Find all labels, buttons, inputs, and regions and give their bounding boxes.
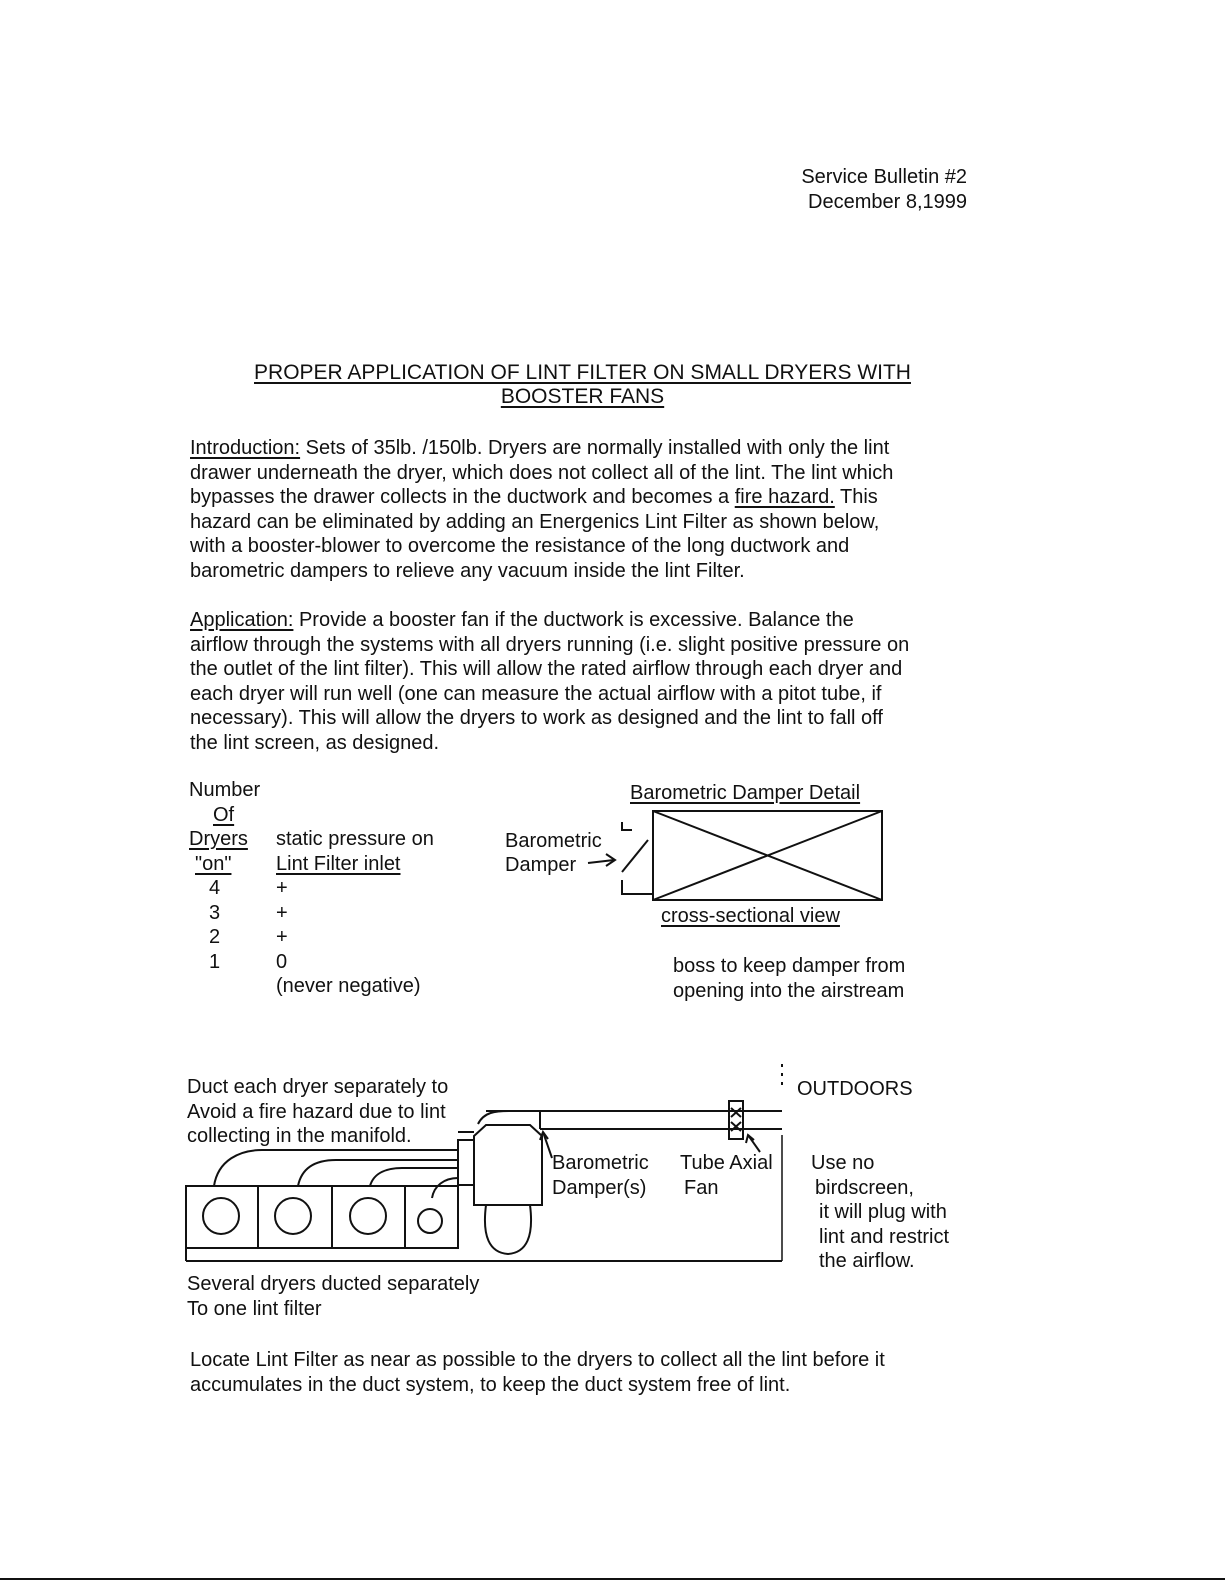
dryer-door bbox=[203, 1198, 239, 1234]
table-row-dryers: 3 bbox=[209, 901, 221, 924]
outlet-duct-curve bbox=[478, 1111, 510, 1124]
table-row-pressure: 0 bbox=[276, 950, 288, 973]
table-row-dryers: 4 bbox=[209, 877, 221, 899]
table-row-dryers: 2 bbox=[209, 926, 221, 948]
app-line-3: the outlet of the lint filter). This will allow the rated airflow through each dryer and bbox=[190, 658, 903, 680]
system-caption-line: Several dryers ducted separately bbox=[187, 1273, 480, 1295]
damper-label-line: Damper(s) bbox=[552, 1176, 647, 1199]
damper-boss-bottom bbox=[622, 880, 653, 894]
table-header-of: Of bbox=[213, 803, 235, 826]
app-line-6: the lint screen, as designed. bbox=[190, 731, 440, 754]
app-line-1: Provide a booster fan if the ductwork is excessive. Balance the bbox=[293, 609, 854, 631]
dryer-duct bbox=[370, 1168, 458, 1186]
dryer-bank bbox=[186, 1186, 458, 1248]
duct-note-line: Avoid a fire hazard due to lint bbox=[187, 1100, 446, 1123]
intro-line-1: Sets of 35lb. /150lb. Dryers are normally installed with only the lint bbox=[300, 437, 890, 459]
intro-line-2: drawer underneath the dryer, which does not collect all of the lint. The lint which bbox=[190, 461, 894, 484]
app-line-2: airflow through the systems with all dryers running (i.e. slight positive pressure on bbox=[190, 633, 910, 656]
intro-line-6: barometric dampers to relieve any vacuum inside the lint Filter. bbox=[190, 559, 745, 582]
dryer-door bbox=[418, 1209, 442, 1233]
fan-label-line: Tube Axial bbox=[680, 1152, 773, 1174]
table-row-pressure: + bbox=[276, 877, 288, 899]
closing-line-1: Locate Lint Filter as near as possible to the dryers to collect all the lint before it bbox=[190, 1349, 885, 1371]
intro-line-5: with a booster-blower to overcome the resistance of the long ductwork and bbox=[190, 535, 850, 557]
birdscreen-note-line: it will plug with bbox=[819, 1201, 947, 1223]
table-header-static-pressure: static pressure on bbox=[276, 828, 434, 850]
birdscreen-note-line: the airflow. bbox=[819, 1250, 915, 1272]
damper-detail-title: Barometric Damper Detail bbox=[630, 782, 861, 804]
tube-axial-fan bbox=[729, 1101, 743, 1139]
system-caption-line: To one lint filter bbox=[187, 1297, 322, 1320]
intro-line-3-tail: This bbox=[834, 486, 878, 508]
damper-cross-section bbox=[588, 811, 882, 900]
damper-detail-label-2: Damper bbox=[505, 854, 577, 876]
lint-filter-body bbox=[474, 1125, 542, 1205]
damper-detail-note-2: opening into the airstream bbox=[673, 980, 905, 1002]
dryer-door bbox=[275, 1198, 311, 1234]
dryer-duct bbox=[432, 1178, 458, 1198]
application-label: Application: bbox=[190, 609, 294, 631]
duct-note-line: Duct each dryer separately to bbox=[187, 1076, 449, 1098]
title-line-2: BOOSTER FANS bbox=[500, 385, 665, 408]
table-row-pressure: + bbox=[276, 901, 288, 924]
dryer-door bbox=[350, 1198, 386, 1234]
fire-hazard-text: fire hazard. bbox=[734, 486, 835, 508]
bulletin-date: December 8,1999 bbox=[808, 190, 967, 213]
birdscreen-note-line: lint and restrict bbox=[819, 1225, 950, 1248]
title-line-1: PROPER APPLICATION OF LINT FILTER ON SMALL DRYERS WITH bbox=[254, 361, 911, 384]
duct-note-line: collecting in the manifold. bbox=[187, 1125, 412, 1147]
table-header-on: "on" bbox=[195, 852, 232, 875]
bulletin-number: Service Bulletin #2 bbox=[801, 166, 967, 188]
damper-boss-top bbox=[622, 822, 632, 830]
intro-line-3: bypasses the drawer collects in the ductwork and becomes a bbox=[190, 486, 735, 508]
table-header-dryers: Dryers bbox=[189, 828, 248, 850]
damper-pointer bbox=[543, 1132, 552, 1158]
damper-flap bbox=[622, 840, 648, 872]
outdoors-label: OUTDOORS bbox=[797, 1078, 913, 1100]
damper-detail-note-1: boss to keep damper from bbox=[673, 955, 906, 977]
table-header-number: Number bbox=[189, 779, 261, 801]
damper-detail-caption: cross-sectional view bbox=[661, 905, 840, 927]
closing-line-2: accumulates in the duct system, to keep the duct system free of lint. bbox=[190, 1373, 791, 1396]
table-header-lint-filter-inlet: Lint Filter inlet bbox=[276, 852, 401, 875]
page-bottom-rule bbox=[0, 1578, 1225, 1580]
birdscreen-note-line: birdscreen, bbox=[815, 1176, 914, 1199]
system-schematic bbox=[186, 1064, 782, 1261]
birdscreen-note-line: Use no bbox=[811, 1152, 875, 1174]
damper-detail-label-1: Barometric bbox=[505, 830, 602, 852]
app-line-5: necessary). This will allow the dryers to work as designed and the lint to fall off bbox=[190, 707, 883, 729]
damper-label-line: Barometric bbox=[552, 1152, 649, 1174]
lint-filter-hopper bbox=[485, 1205, 531, 1254]
fan-label-line: Fan bbox=[684, 1176, 719, 1199]
table-row-pressure: + bbox=[276, 926, 288, 948]
table-note-never-negative: (never negative) bbox=[276, 975, 421, 997]
app-line-4: each dryer will run well (one can measure the actual airflow with a pitot tube, if bbox=[190, 682, 882, 705]
table-row-dryers: 1 bbox=[209, 950, 221, 973]
introduction-label: Introduction: bbox=[190, 437, 301, 459]
filter-inlet bbox=[458, 1140, 474, 1185]
intro-line-4: hazard can be eliminated by adding an Energenics Lint Filter as shown below, bbox=[190, 510, 880, 533]
